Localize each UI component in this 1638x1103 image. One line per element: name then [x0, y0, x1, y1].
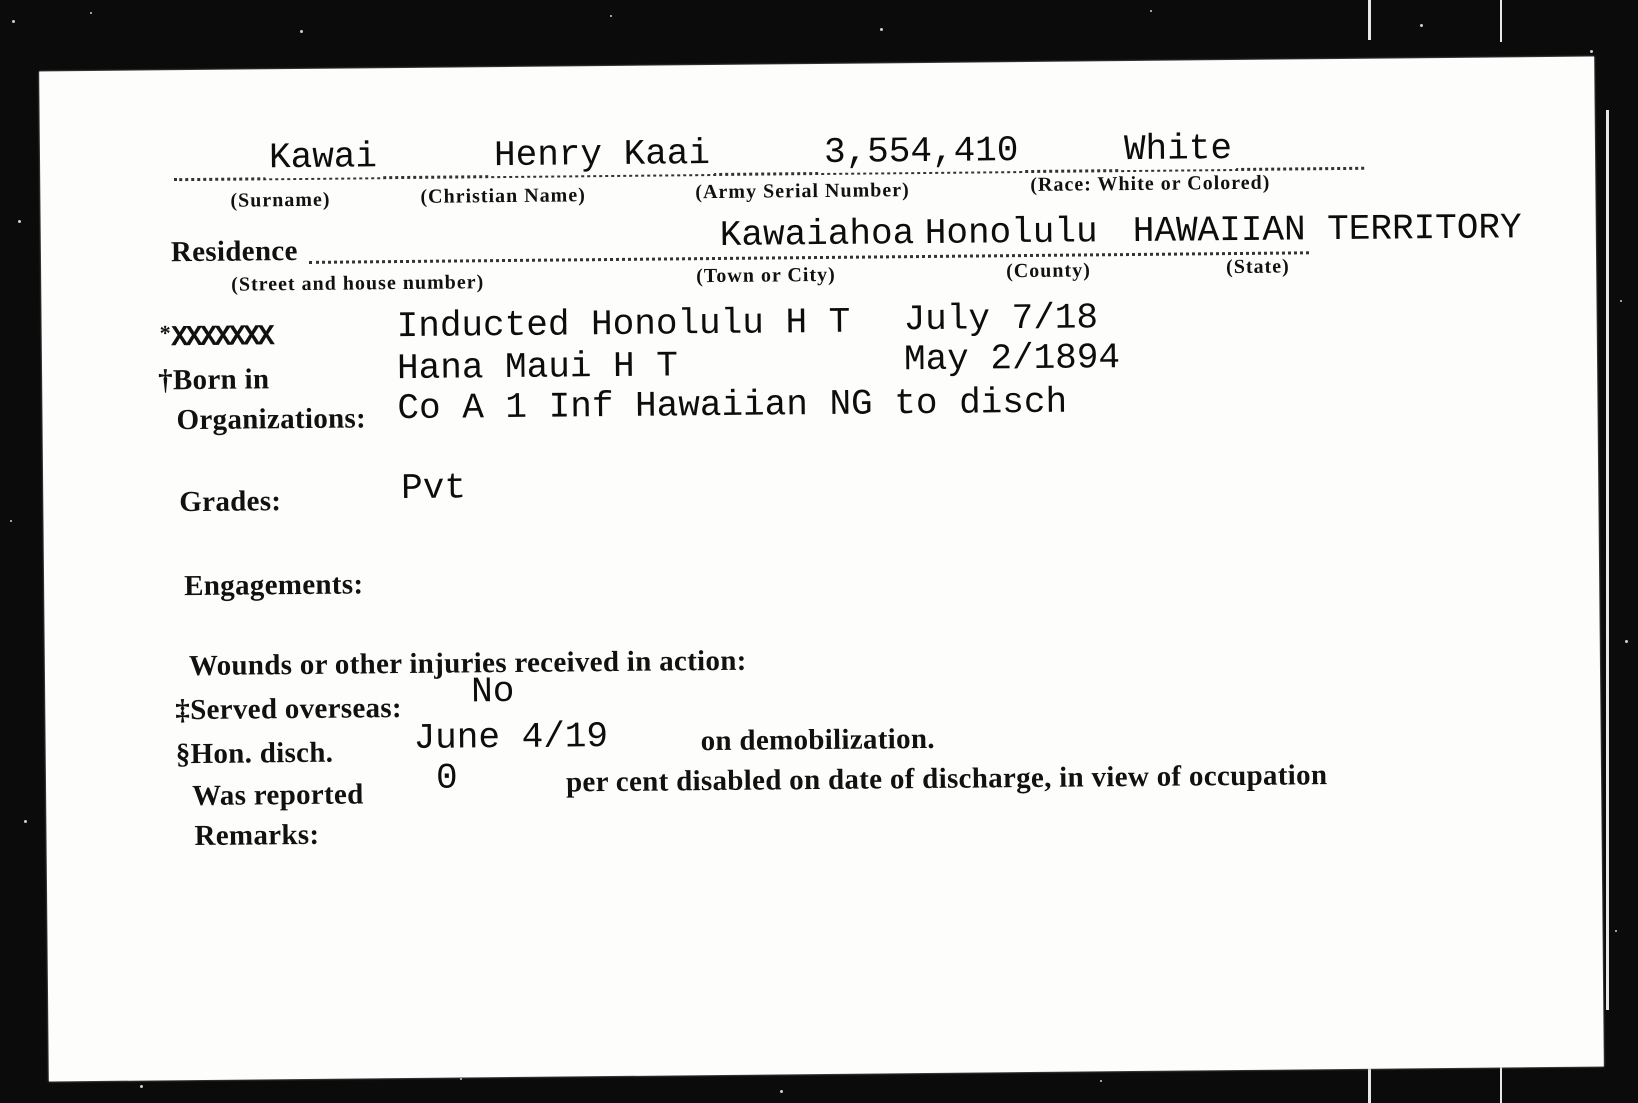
born-place: Hana Maui H T: [396, 345, 679, 390]
service-record-card: [39, 57, 1604, 1082]
race-caption: (Race: White or Colored): [1030, 171, 1271, 196]
hon-disch-value: June 4/19: [413, 716, 609, 759]
reported-value: 0: [435, 757, 458, 799]
enlisted-strike: XXXXXXX: [170, 320, 273, 355]
organizations-value: Co A 1 Inf Hawaiian NG to disch: [397, 381, 1068, 430]
border-line: [1500, 1062, 1502, 1103]
enlisted-label: *XXXXXXX: [159, 320, 273, 355]
reported-label: Was reported: [191, 778, 364, 813]
christian-name-caption: (Christian Name): [420, 184, 586, 208]
border-line: [1500, 0, 1502, 42]
hon-disch-label: §Hon. disch.: [175, 736, 334, 771]
serial-number-value: 3,554,410: [820, 130, 1023, 173]
border-line: [1606, 110, 1609, 1010]
engagements-label: Engagements:: [183, 568, 364, 603]
surname-caption: (Surname): [230, 188, 331, 212]
enlisted-date: July 7/18: [903, 297, 1099, 341]
town-caption: (Town or City): [696, 263, 836, 288]
state-caption: (State): [1226, 255, 1290, 279]
grades-label: Grades:: [179, 485, 282, 519]
residence-town-value: Kawaiahoa: [716, 213, 919, 256]
born-date: May 2/1894: [903, 337, 1121, 381]
served-overseas-label: ‡Served overseas:: [175, 692, 403, 727]
grades-value: Pvt: [401, 467, 467, 510]
residence-state-value: HAWAIIAN TERRITORY: [1129, 207, 1526, 252]
street-caption: (Street and house number): [231, 271, 485, 296]
residence-county-value: Honolulu: [921, 211, 1102, 254]
race-value: White: [1120, 128, 1236, 170]
enlisted-value: Inducted Honolulu H T: [396, 301, 851, 348]
hon-disch-suffix: on demobilization.: [700, 722, 935, 758]
reported-suffix: per cent disabled on date of discharge, in view of occupation: [565, 759, 1328, 799]
border-line: [1368, 0, 1371, 40]
born-label: †Born in: [158, 363, 270, 397]
residence-label: Residence: [170, 235, 298, 269]
surname-value: Kawai: [265, 136, 381, 178]
county-caption: (County): [1006, 259, 1091, 283]
remarks-label: Remarks:: [194, 818, 320, 853]
organizations-label: Organizations:: [176, 402, 367, 437]
serial-caption: (Army Serial Number): [695, 179, 910, 204]
wounds-label: Wounds or other injuries received in action:: [188, 644, 747, 683]
christian-name-value: Henry Kaai: [490, 133, 714, 176]
served-overseas-value: No: [470, 670, 515, 713]
